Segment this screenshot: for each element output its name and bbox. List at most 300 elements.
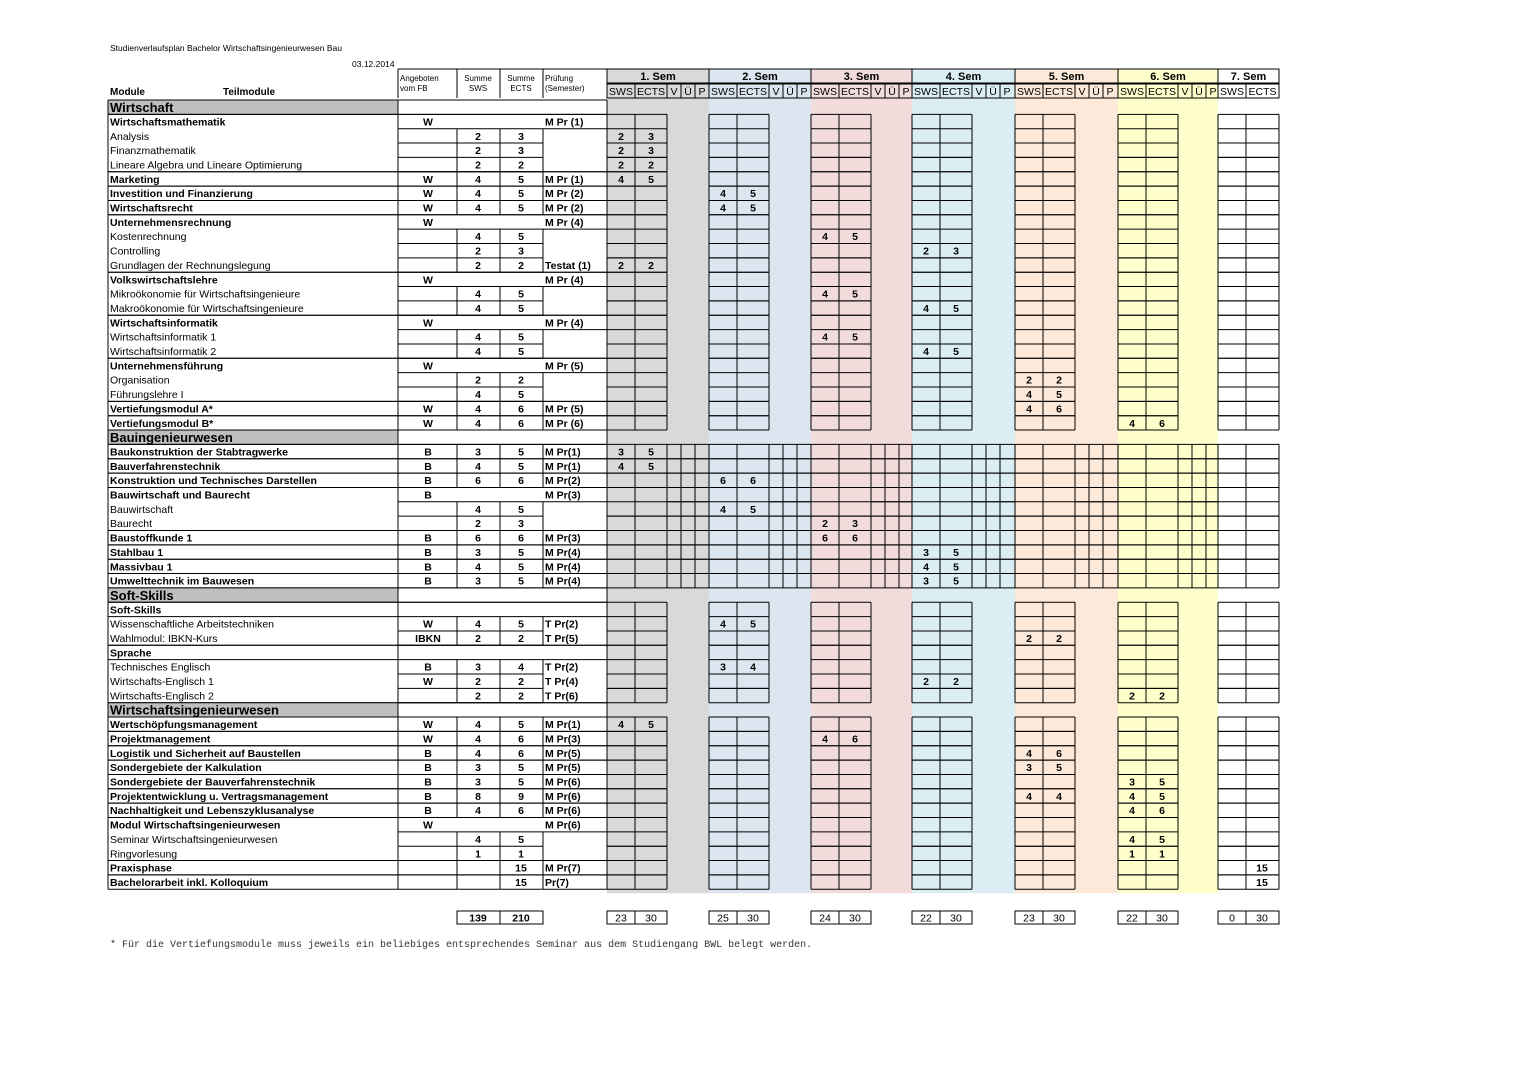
semester-sws-value: 4 — [720, 202, 726, 215]
total-semester-ects: 30 — [950, 912, 962, 925]
ects-cell: 6 — [518, 417, 524, 430]
subheader-label: V — [1181, 86, 1189, 98]
total-ects: 210 — [512, 912, 530, 925]
semester-sws-value: 4 — [618, 460, 624, 473]
semester-ects-value: 3 — [648, 130, 654, 143]
semester-sws-value: 2 — [618, 145, 624, 158]
pruefung-cell: M Pr(3) — [545, 532, 581, 545]
sws-cell: 4 — [475, 417, 481, 430]
subheader-label: V — [1078, 86, 1086, 98]
sws-cell: 2 — [475, 259, 481, 272]
semester-ects-value: 3 — [953, 245, 959, 258]
header-summe-ects: ECTS — [510, 84, 532, 93]
ects-cell: 5 — [518, 389, 524, 402]
sws-cell: 4 — [475, 288, 481, 301]
sws-cell: 1 — [475, 848, 481, 861]
semester-sws-value: 4 — [822, 231, 828, 244]
subheader-label: SWS — [711, 86, 735, 98]
fb-cell: B — [424, 489, 432, 502]
sws-cell: 4 — [475, 231, 481, 244]
pruefung-cell: M Pr(6) — [545, 790, 581, 803]
fb-cell: W — [423, 360, 433, 373]
semester-sws-value: 4 — [720, 188, 726, 201]
semester-sws-value: 2 — [618, 159, 624, 172]
module-name: Nachhaltigkeit und Lebenszyklusanalyse — [110, 805, 315, 818]
submodule-name: Wirtschafts-Englisch 2 — [110, 690, 214, 703]
pruefung-cell: M Pr (4) — [545, 216, 584, 229]
fb-cell: B — [424, 790, 432, 803]
semester-sws-value: 4 — [822, 331, 828, 344]
fb-cell: W — [423, 274, 433, 287]
semester-sws-value: 2 — [822, 518, 828, 531]
header-pruefung: (Semester) — [545, 84, 585, 93]
semester-ects-value: 2 — [1056, 374, 1062, 387]
sws-cell: 4 — [475, 618, 481, 631]
total-semester-ects: 30 — [645, 912, 657, 925]
module-name: Projektentwicklung u. Vertragsmanagement — [110, 790, 329, 803]
total-semester-sws: 24 — [819, 912, 831, 925]
subheader-label: Ü — [989, 86, 997, 98]
semester-label: 5. Sem — [1048, 71, 1085, 83]
ects-cell: 6 — [518, 475, 524, 488]
fb-cell: W — [423, 188, 433, 201]
total-semester-ects: 30 — [1156, 912, 1168, 925]
submodule-name: Ringvorlesung — [110, 848, 178, 861]
semester-ects-value: 5 — [852, 331, 858, 344]
semester-sws-value: 4 — [1026, 747, 1032, 760]
module-name: Praxisphase — [110, 862, 172, 875]
pruefung-cell: M Pr (1) — [545, 173, 584, 186]
semester-sws-value: 2 — [1026, 633, 1032, 645]
semester-sws-value: 3 — [923, 546, 929, 559]
ects-cell: 5 — [518, 288, 524, 301]
semester-ects-value: 3 — [648, 145, 654, 158]
ects-cell: 5 — [518, 231, 524, 244]
ects-cell: 5 — [518, 833, 524, 846]
module-name: Sondergebiete der Kalkulation — [110, 762, 262, 775]
semester-ects-value: 5 — [648, 460, 654, 473]
ects-cell: 5 — [518, 188, 524, 201]
pruefung-cell: M Pr(3) — [545, 489, 581, 502]
fb-cell: B — [424, 776, 432, 789]
submodule-name: Technisches Englisch — [110, 661, 211, 674]
section-title: Wirtschaft — [110, 99, 174, 115]
sws-cell: 2 — [475, 690, 481, 703]
module-name: Vertiefungsmodul B* — [110, 417, 214, 430]
section-title: Wirtschaftsingenieurwesen — [110, 702, 279, 718]
semester-sws-value: 3 — [720, 661, 726, 674]
pruefung-cell: Testat (1) — [545, 259, 591, 272]
semester-sws-value: 2 — [618, 259, 624, 272]
header-summe-sws: Summe — [464, 74, 492, 83]
subheader-label: Ü — [684, 86, 692, 98]
fb-cell: W — [423, 719, 433, 732]
submodule-name: Analysis — [110, 130, 150, 143]
semester-ects-value: 5 — [648, 446, 654, 459]
pruefung-cell: M Pr(5) — [545, 762, 581, 775]
sws-cell: 4 — [475, 833, 481, 846]
header-module: Module — [110, 87, 145, 98]
ects-cell: 5 — [518, 546, 524, 559]
sws-cell: 4 — [475, 503, 481, 516]
semester-ects-value: 6 — [1159, 417, 1165, 430]
sws-cell: 2 — [475, 245, 481, 258]
module-name: Unternehmensführung — [110, 360, 224, 373]
semester-sws-value: 4 — [1129, 833, 1135, 846]
pruefung-cell: M Pr(5) — [545, 747, 581, 760]
total-semester-ects: 30 — [1053, 912, 1065, 925]
subheader-label: Ü — [786, 86, 794, 98]
module-name: Investition und Finanzierung — [110, 188, 253, 201]
subheader-label: SWS — [1120, 86, 1144, 98]
semester-label: 4. Sem — [945, 71, 982, 83]
ects-cell: 5 — [518, 719, 524, 732]
fb-cell: W — [423, 733, 433, 746]
semester-sws-value: 6 — [720, 475, 726, 488]
module-name: Wirtschaftsinformatik — [110, 317, 218, 330]
submodule-name: Mikroökonomie für Wirtschaftsingenieure — [110, 288, 301, 301]
sws-cell: 2 — [475, 145, 481, 158]
semester-ects-value: 1 — [1159, 848, 1165, 861]
semester-sws-value: 3 — [923, 575, 929, 588]
pruefung-cell: M Pr (2) — [545, 188, 584, 201]
semester-ects-value: 6 — [852, 733, 858, 746]
semester-sws-value: 6 — [822, 532, 828, 545]
sws-cell: 4 — [475, 202, 481, 215]
sws-cell: 4 — [475, 460, 481, 473]
subheader-label: SWS — [1220, 86, 1244, 98]
semester-ects-value: 4 — [1056, 790, 1062, 803]
section-title: Soft-Skills — [110, 587, 174, 603]
fb-cell: B — [424, 460, 432, 473]
header-angeboten: vom FB — [400, 84, 428, 93]
semester-ects-value: 3 — [852, 518, 858, 531]
sws-cell: 3 — [475, 575, 481, 588]
submodule-name: Makroökonomie für Wirtschaftsingenieure — [110, 302, 304, 315]
pruefung-cell: M Pr(4) — [545, 546, 581, 559]
sws-cell: 4 — [475, 403, 481, 416]
semester-sws-value: 2 — [618, 130, 624, 143]
subheader-label: ECTS — [1147, 86, 1177, 98]
semester-label: 1. Sem — [640, 71, 676, 83]
subheader-label: ECTS — [636, 86, 666, 98]
sws-cell: 4 — [475, 389, 481, 402]
subheader-label: ECTS — [738, 86, 768, 98]
total-sws: 139 — [469, 912, 487, 925]
submodule-name: Grundlagen der Rechnungslegung — [110, 259, 271, 272]
module-name: Volkswirtschaftslehre — [110, 274, 218, 287]
sws-cell: 4 — [475, 346, 481, 358]
total-semester-ects: 30 — [747, 912, 759, 925]
module-name: Umwelttechnik im Bauwesen — [110, 575, 255, 588]
semester-sws-value: 4 — [822, 288, 828, 301]
sws-cell: 2 — [475, 130, 481, 143]
section-title: Bauingenieurwesen — [110, 429, 233, 445]
footnote: * Für die Vertiefungsmodule muss jeweils ein beliebiges entsprechendes Seminar aus dem Studiengang BWL belegt werden. — [110, 940, 813, 951]
pruefung-cell: T Pr(5) — [545, 633, 579, 645]
pruefung-cell: M Pr (6) — [545, 417, 584, 430]
sws-cell: 4 — [475, 747, 481, 760]
semester-ects-value: 2 — [1056, 633, 1062, 645]
ects-cell: 5 — [518, 331, 524, 344]
sws-cell: 4 — [475, 561, 481, 574]
pruefung-cell: M Pr(4) — [545, 561, 581, 574]
semester-sws-value: 1 — [1129, 848, 1135, 861]
module-name: Wirtschaftsrecht — [110, 202, 193, 215]
pruefung-cell: M Pr (4) — [545, 274, 584, 287]
module-name: Modul Wirtschaftsingenieurwesen — [110, 819, 281, 832]
sws-cell: 4 — [475, 188, 481, 201]
sws-cell: 4 — [475, 302, 481, 315]
semester-ects-value: 5 — [1159, 776, 1165, 789]
subheader-label: P — [1003, 86, 1011, 98]
pruefung-cell: M Pr(6) — [545, 805, 581, 818]
sws-cell: 2 — [475, 518, 481, 531]
total-semester-ects: 30 — [1256, 912, 1268, 925]
sws-cell: 8 — [475, 790, 481, 803]
semester-ects-value: 6 — [1056, 747, 1062, 760]
ects-cell: 3 — [518, 145, 524, 158]
semester-sws-value: 4 — [1026, 403, 1032, 416]
header-pruefung: Prüfung — [545, 74, 574, 83]
total-semester-sws: 22 — [920, 912, 932, 925]
fb-cell: W — [423, 173, 433, 186]
submodule-name: Lineare Algebra und Lineare Optimierung — [110, 159, 303, 172]
semester-ects-value: 6 — [750, 475, 756, 488]
module-name: Bachelorarbeit inkl. Kolloquium — [110, 876, 269, 889]
ects-cell: 2 — [518, 374, 524, 387]
ects-cell: 15 — [515, 876, 527, 889]
pruefung-cell: M Pr(1) — [545, 719, 581, 732]
total-semester-sws: 23 — [1023, 912, 1035, 925]
submodule-name: Organisation — [110, 374, 170, 387]
fb-cell: W — [423, 618, 433, 631]
subheader-label: ECTS — [840, 86, 870, 98]
module-name: Marketing — [110, 173, 160, 186]
subheader-label: V — [975, 86, 983, 98]
semester-ects-value: 4 — [750, 661, 756, 674]
ects-cell: 2 — [518, 676, 524, 689]
pruefung-cell: Pr(7) — [545, 876, 569, 889]
pruefung-cell: M Pr(7) — [545, 862, 581, 875]
module-name: Wertschöpfungsmanagement — [110, 719, 258, 732]
fb-cell: W — [423, 819, 433, 832]
semester-sws-value: 3 — [1026, 762, 1032, 775]
fb-cell: IBKN — [415, 633, 441, 645]
subheader-label: P — [800, 86, 808, 98]
total-semester-sws: 0 — [1229, 912, 1235, 925]
fb-cell: B — [424, 747, 432, 760]
total-semester-sws: 23 — [615, 912, 627, 925]
pruefung-cell: T Pr(4) — [545, 676, 579, 689]
ects-cell: 5 — [518, 561, 524, 574]
subheader-label: P — [698, 86, 706, 98]
sws-cell: 2 — [475, 159, 481, 172]
sws-cell: 3 — [475, 546, 481, 559]
subheader-label: V — [874, 86, 882, 98]
semester-ects-value: 5 — [953, 302, 959, 315]
submodule-name: Baurecht — [110, 518, 153, 531]
semester-ects-value: 6 — [1056, 403, 1062, 416]
fb-cell: W — [423, 216, 433, 229]
module-name: Sondergebiete der Bauverfahrenstechnik — [110, 776, 316, 789]
sws-cell: 4 — [475, 331, 481, 344]
submodule-name: Wissenschaftliche Arbeitstechniken — [110, 618, 274, 631]
pruefung-cell: M Pr(1) — [545, 446, 581, 459]
sws-cell: 4 — [475, 173, 481, 186]
semester-ects-value: 6 — [1159, 805, 1165, 818]
sws-cell: 4 — [475, 733, 481, 746]
sws-cell: 2 — [475, 676, 481, 689]
sws-cell: 2 — [475, 374, 481, 387]
module-name: Massivbau 1 — [110, 561, 173, 574]
semester-ects-value: 2 — [648, 159, 654, 172]
pruefung-cell: M Pr (5) — [545, 360, 584, 373]
submodule-name: Bauwirtschaft — [110, 503, 174, 516]
semester-band-6 — [1118, 84, 1218, 893]
submodule-name: Wahlmodul: IBKN-Kurs — [110, 633, 218, 645]
semester-ects-value: 2 — [953, 676, 959, 689]
module-name: Sprache — [110, 647, 152, 660]
ects-cell: 6 — [518, 403, 524, 416]
sws-cell: 4 — [475, 719, 481, 732]
sws-cell: 4 — [475, 805, 481, 818]
subheader-label: Ü — [1195, 86, 1203, 98]
pruefung-cell: T Pr(2) — [545, 618, 579, 631]
semester-ects-value: 5 — [1056, 389, 1062, 402]
sws-cell: 3 — [475, 661, 481, 674]
subheader-label: P — [902, 86, 910, 98]
semester-sws-value: 4 — [618, 719, 624, 732]
ects-cell: 6 — [518, 747, 524, 760]
semester-ects-value: 5 — [750, 202, 756, 215]
semester-ects-value: 5 — [1159, 790, 1165, 803]
fb-cell: W — [423, 317, 433, 330]
ects-cell: 3 — [518, 518, 524, 531]
ects-cell: 6 — [518, 532, 524, 545]
header-summe-sws: SWS — [468, 84, 488, 93]
semester-sws-value: 3 — [618, 446, 624, 459]
subheader-label: SWS — [1017, 86, 1041, 98]
fb-cell: B — [424, 575, 432, 588]
fb-cell: B — [424, 446, 432, 459]
submodule-name: Führungslehre I — [110, 389, 184, 402]
ects-cell: 3 — [518, 130, 524, 143]
ects-cell: 6 — [518, 805, 524, 818]
pruefung-cell: M Pr (4) — [545, 317, 584, 330]
semester-sws-value: 4 — [1026, 790, 1032, 803]
fb-cell: B — [424, 661, 432, 674]
ects-cell: 5 — [518, 776, 524, 789]
fb-cell: B — [424, 762, 432, 775]
ects-cell: 15 — [515, 862, 527, 875]
semester-band-7 — [1218, 84, 1279, 893]
module-name: Stahlbau 1 — [110, 546, 164, 559]
semester-ects-value: 5 — [750, 503, 756, 516]
submodule-name: Wirtschaftsinformatik 1 — [110, 331, 217, 344]
ects-cell: 5 — [518, 446, 524, 459]
semester-ects-value: 5 — [648, 173, 654, 186]
semester-ects-value: 5 — [1159, 833, 1165, 846]
ects-cell: 1 — [518, 848, 524, 861]
module-name: Baustoffkunde 1 — [110, 532, 193, 545]
pruefung-cell: M Pr(1) — [545, 460, 581, 473]
submodule-name: Finanzmathematik — [110, 145, 196, 158]
ects-cell: 5 — [518, 618, 524, 631]
semester-ects-value: 6 — [852, 532, 858, 545]
ects-cell: 5 — [518, 503, 524, 516]
semester-ects-value: 2 — [1159, 690, 1165, 703]
semester-ects-value: 5 — [648, 719, 654, 732]
module-name: Bauverfahrenstechnik — [110, 460, 221, 473]
fb-cell: W — [423, 417, 433, 430]
pruefung-cell: M Pr(6) — [545, 819, 581, 832]
semester-ects-value: 5 — [953, 561, 959, 574]
semester-band-3 — [811, 84, 912, 893]
sws-cell: 3 — [475, 446, 481, 459]
semester-label: 7. Sem — [1230, 71, 1267, 83]
fb-cell: W — [423, 202, 433, 215]
semester-ects-value: 5 — [852, 288, 858, 301]
semester-sws-value: 2 — [1026, 374, 1032, 387]
submodule-name: Wirtschaftsinformatik 2 — [110, 346, 217, 358]
ects-cell: 5 — [518, 575, 524, 588]
semester-sws-value: 4 — [618, 173, 624, 186]
semester-sws-value: 3 — [1129, 776, 1135, 789]
semester-ects-value: 15 — [1256, 876, 1268, 889]
semester-sws-value: 4 — [720, 503, 726, 516]
fb-cell: B — [424, 561, 432, 574]
ects-cell: 5 — [518, 202, 524, 215]
ects-cell: 5 — [518, 173, 524, 186]
fb-cell: B — [424, 546, 432, 559]
sws-cell: 6 — [475, 475, 481, 488]
ects-cell: 2 — [518, 633, 524, 645]
module-name: Projektmanagement — [110, 733, 211, 746]
fb-cell: W — [423, 403, 433, 416]
pruefung-cell: T Pr(6) — [545, 690, 579, 703]
subheader-label: P — [1209, 86, 1217, 98]
semester-ects-value: 15 — [1256, 862, 1268, 875]
module-name: Soft-Skills — [110, 604, 162, 617]
subheader-label: Ü — [1092, 86, 1100, 98]
module-name: Konstruktion und Technisches Darstellen — [110, 475, 317, 488]
semester-ects-value: 5 — [852, 231, 858, 244]
sws-cell: 3 — [475, 776, 481, 789]
module-name: Bauwirtschaft und Baurecht — [110, 489, 251, 502]
semester-label: 3. Sem — [843, 71, 880, 83]
ects-cell: 5 — [518, 302, 524, 315]
pruefung-cell: M Pr(3) — [545, 733, 581, 746]
ects-cell: 3 — [518, 245, 524, 258]
semester-sws-value: 2 — [1129, 690, 1135, 703]
pruefung-cell: M Pr (1) — [545, 116, 584, 129]
semester-sws-value: 2 — [923, 245, 929, 258]
submodule-name: Kostenrechnung — [110, 231, 187, 244]
subheader-label: ECTS — [1248, 86, 1277, 98]
ects-cell: 2 — [518, 259, 524, 272]
fb-cell: W — [423, 116, 433, 129]
ects-cell: 5 — [518, 762, 524, 775]
subheader-label: SWS — [609, 86, 633, 98]
semester-sws-value: 4 — [1129, 790, 1135, 803]
module-name: Baukonstruktion der Stabtragwerke — [110, 446, 288, 459]
ects-cell: 2 — [518, 690, 524, 703]
ects-cell: 6 — [518, 733, 524, 746]
pruefung-cell: T Pr(2) — [545, 661, 579, 674]
document-title: Studienverlaufsplan Bachelor Wirtschaftsingenieurwesen Bau — [110, 43, 342, 53]
fb-cell: W — [423, 676, 433, 689]
